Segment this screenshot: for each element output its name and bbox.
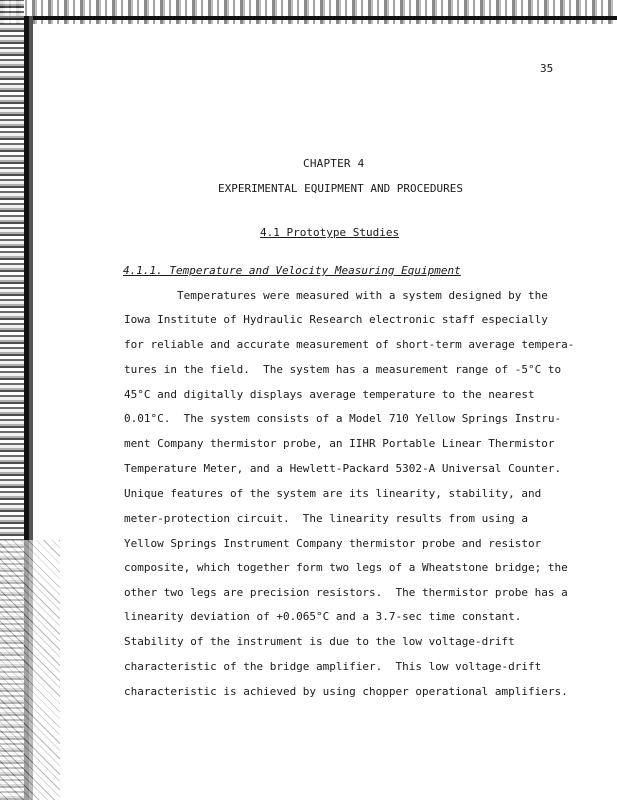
section-title: 4.1 Prototype Studies xyxy=(260,226,400,239)
body-line: ment Company thermistor probe, an IIHR Portable Linear Thermistor xyxy=(124,437,555,450)
body-line: for reliable and accurate measurement of short-term average tempera- xyxy=(124,338,575,351)
body-line: 0.01°C. The system consists of a Model 710 Yellow Springs Instru- xyxy=(124,412,562,425)
body-line: Temperature Meter, and a Hewlett-Packard 5302-A Universal Counter. xyxy=(124,462,562,475)
body-line: Yellow Springs Instrument Company thermistor probe and resistor xyxy=(124,537,542,550)
scan-border-top-line xyxy=(0,16,617,20)
body-line: Stability of the instrument is due to the low voltage-drift xyxy=(124,635,515,648)
body-line: Unique features of the system are its linearity, stability, and xyxy=(124,487,542,500)
subsection-title: 4.1.1. Temperature and Velocity Measuring Equipment xyxy=(123,264,461,277)
body-line: characteristic of the bridge amplifier. This low voltage-drift xyxy=(124,660,542,673)
chapter-title: EXPERIMENTAL EQUIPMENT AND PROCEDURES xyxy=(218,182,464,195)
scan-noise-bottom-left xyxy=(0,540,60,800)
body-line: linearity deviation of +0.065°C and a 3.7-sec time constant. xyxy=(124,610,522,623)
page-number: 35 xyxy=(540,62,554,75)
body-line: Temperatures were measured with a system designed by the xyxy=(124,289,548,302)
body-line: other two legs are precision resistors. The thermistor probe has a xyxy=(124,586,568,599)
body-line: Iowa Institute of Hydraulic Research electronic staff especially xyxy=(124,313,548,326)
body-line: composite, which together form two legs of a Wheatstone bridge; the xyxy=(124,561,568,574)
chapter-label: CHAPTER 4 xyxy=(303,157,365,170)
body-line: meter-protection circuit. The linearity results from using a xyxy=(124,512,528,525)
body-line: 45°C and digitally displays average temperature to the nearest xyxy=(124,388,535,401)
body-line: characteristic is achieved by using chopper operational amplifiers. xyxy=(124,685,568,698)
scan-border-top xyxy=(0,0,617,24)
body-line: tures in the field. The system has a measurement range of -5°C to xyxy=(124,363,562,376)
